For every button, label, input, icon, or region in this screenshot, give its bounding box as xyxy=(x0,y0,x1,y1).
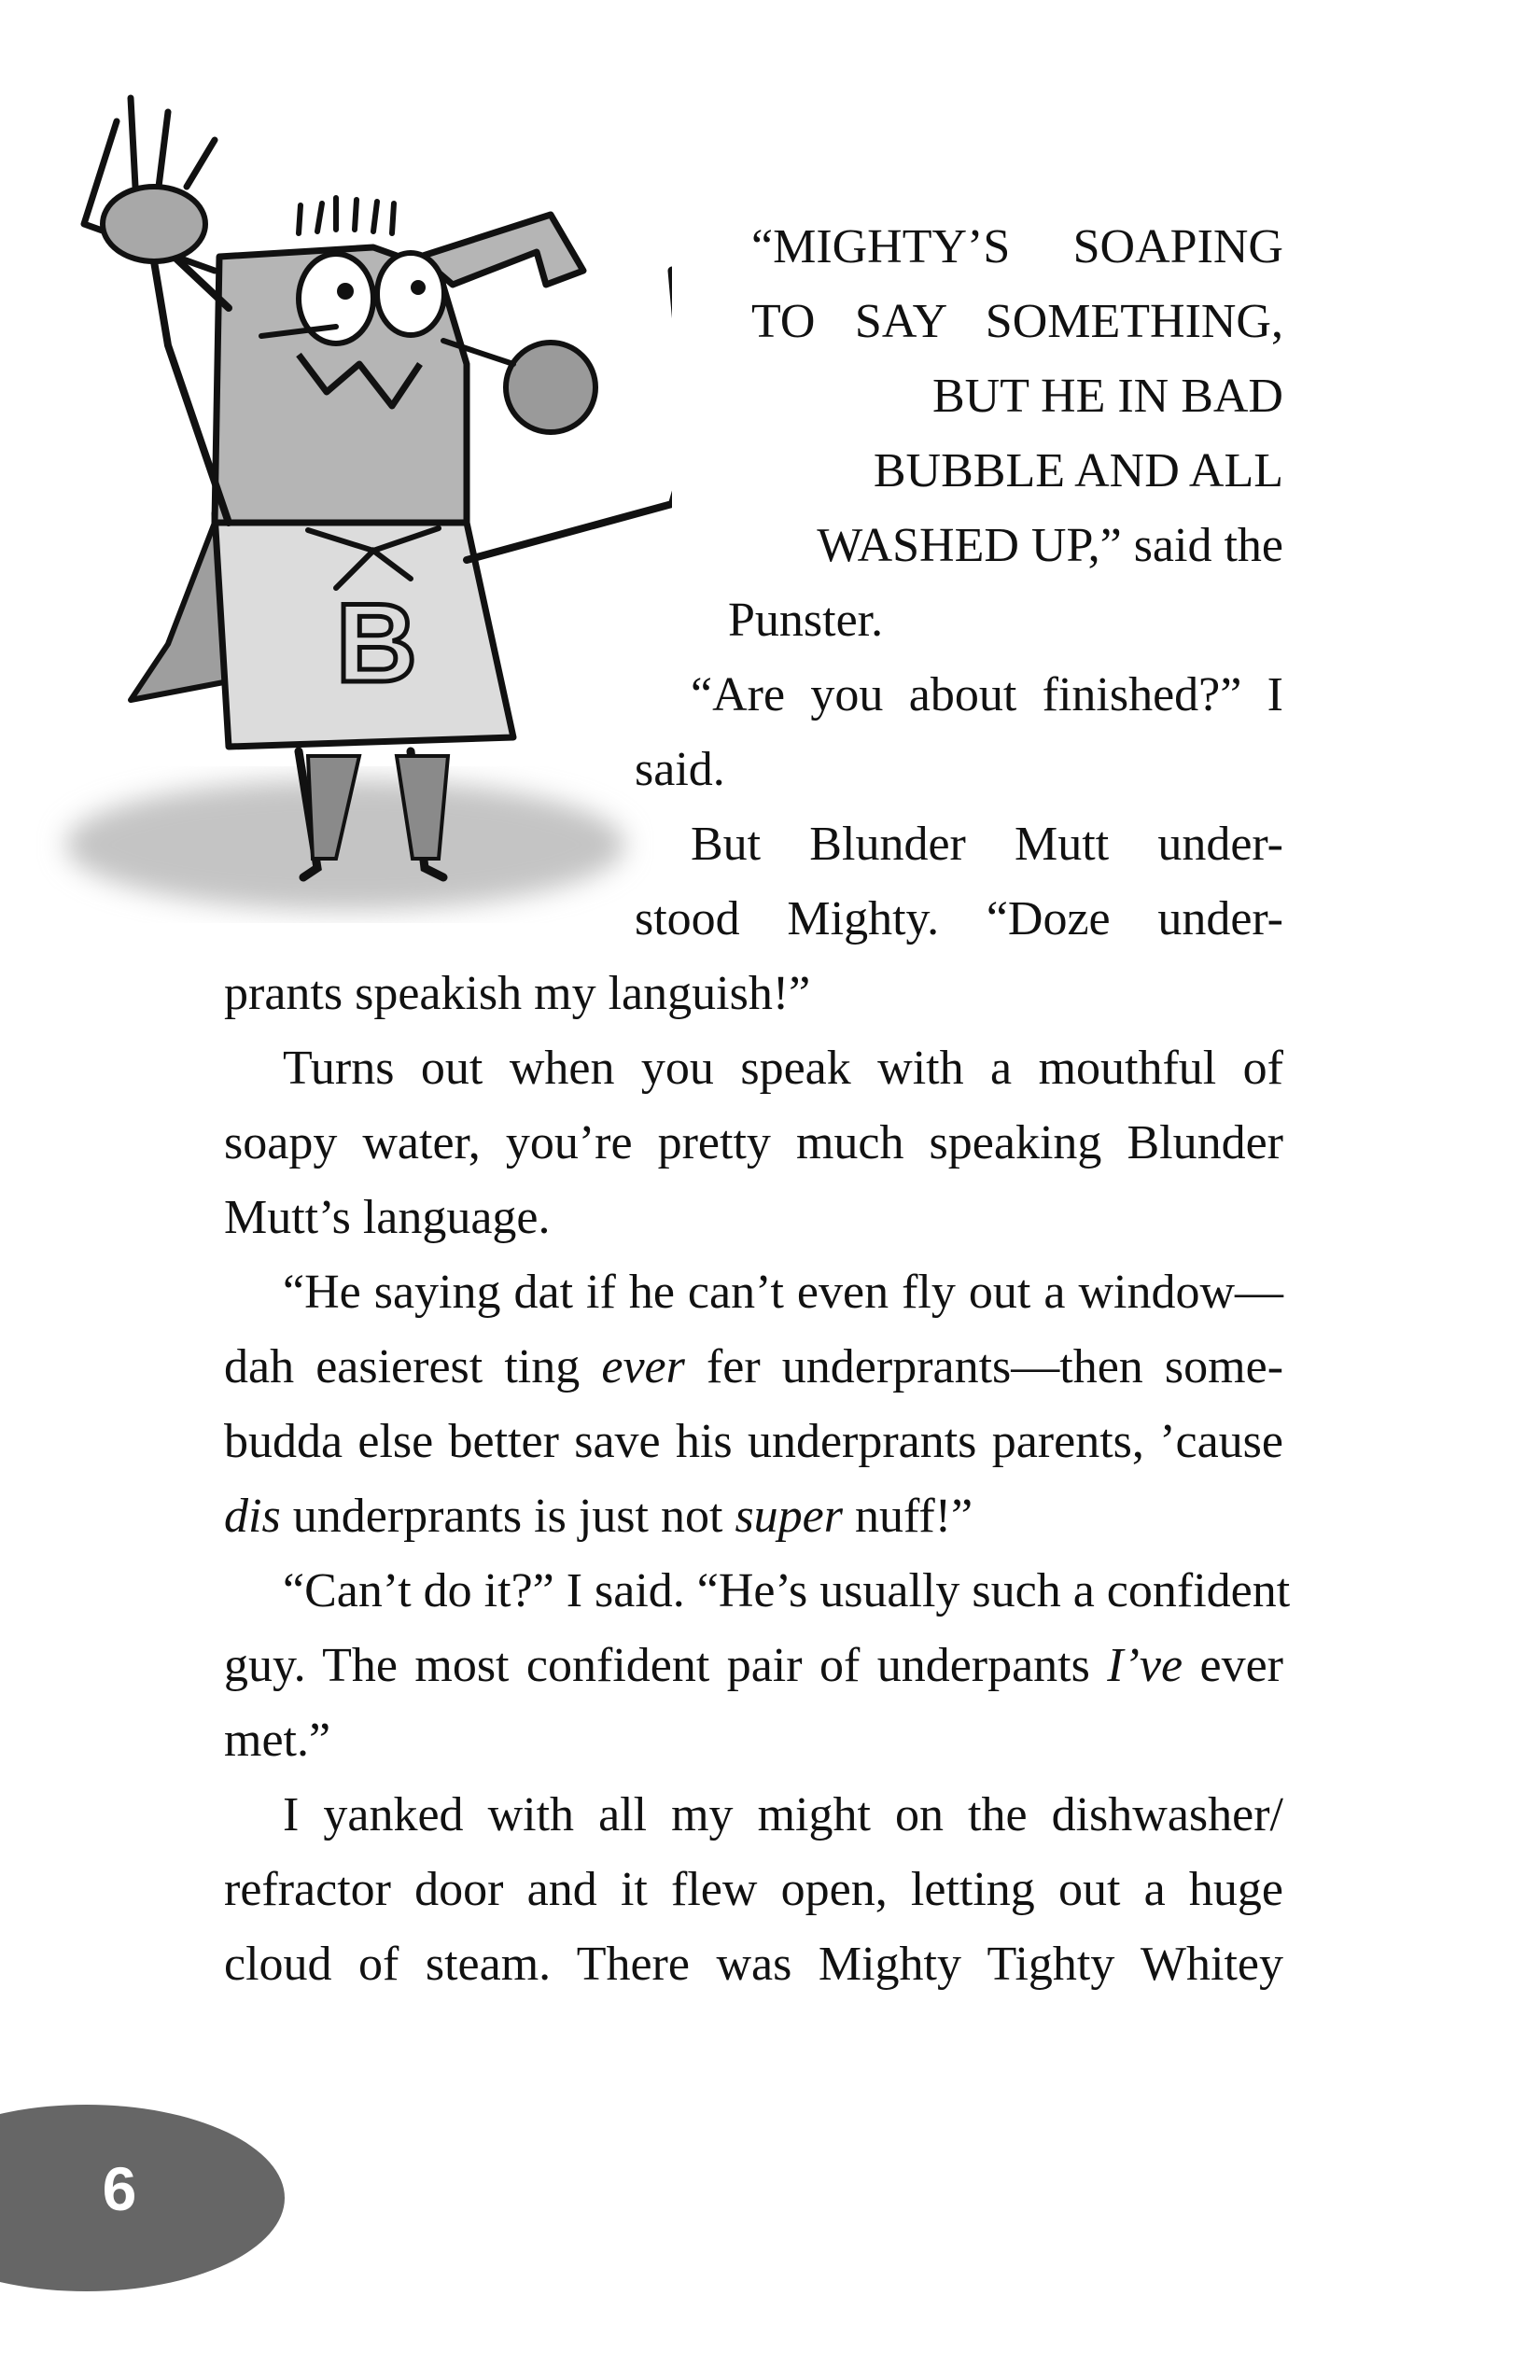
text-line xyxy=(224,1181,551,1255)
text-line xyxy=(224,1927,1283,2002)
text-segment: BUT HE IN BAD xyxy=(931,370,1283,423)
text-line xyxy=(751,509,1283,583)
text-line xyxy=(224,1330,1283,1405)
italic-text: dis xyxy=(224,1490,281,1543)
text-line xyxy=(224,1106,1283,1181)
text-line xyxy=(224,1629,1283,1703)
text-line xyxy=(751,434,1283,509)
text-line xyxy=(635,733,725,807)
text-segment: stood Mighty. “Doze under- xyxy=(635,892,1283,945)
text-segment: “Are you about finished?” I xyxy=(691,668,1283,721)
text-segment: said. xyxy=(635,743,725,796)
text-line xyxy=(635,882,1283,957)
text-line xyxy=(283,1778,1283,1853)
text-line xyxy=(751,285,1283,359)
nose-bubble xyxy=(506,343,595,432)
text-line xyxy=(751,210,1283,285)
text-segment: budda else better save his underprants parents, ’cause xyxy=(224,1415,1283,1468)
right-arm xyxy=(467,439,672,560)
italic-text: super xyxy=(735,1490,843,1543)
text-segment: refractor door and it flew open, letting out a huge xyxy=(224,1863,1283,1916)
text-segment: guy. The most confident pair of underpants xyxy=(224,1639,1108,1692)
text-line xyxy=(691,807,1283,882)
text-segment: dah easierest ting xyxy=(224,1340,602,1393)
text-segment: fer underprants—then some- xyxy=(684,1340,1284,1393)
text-segment: Mutt’s language. xyxy=(224,1191,551,1244)
text-segment: Turns out when you speak with a mouthful of xyxy=(283,1042,1283,1095)
text-segment: BUBBLE AND ALL xyxy=(873,444,1283,497)
text-segment: Punster. xyxy=(728,594,884,647)
text-line xyxy=(224,1405,1283,1479)
text-line xyxy=(728,583,883,658)
text-line xyxy=(691,658,1283,733)
text-segment: ever xyxy=(1183,1639,1283,1692)
text-segment: “Can’t do it?” I said. “He’s usually such a confident xyxy=(283,1564,1291,1617)
text-segment: cloud of steam. There was Mighty Tighty Whitey xyxy=(224,1938,1283,1991)
text-segment: But Blunder Mutt under- xyxy=(691,818,1283,871)
text-segment: I yanked with all my might on the dishwasher/ xyxy=(283,1788,1283,1841)
text-line xyxy=(224,957,810,1031)
text-line xyxy=(224,1853,1283,1927)
text-segment: WASHED UP,” said the xyxy=(817,519,1283,572)
text-line xyxy=(283,1554,1291,1629)
text-segment: “He saying dat if he can’t even fly out a window— xyxy=(283,1266,1283,1319)
text-line xyxy=(283,1255,1283,1330)
text-segment: nuff!” xyxy=(843,1490,973,1543)
chest-letter: B xyxy=(336,581,417,706)
hair-tufts xyxy=(299,198,394,233)
italic-text: I’ve xyxy=(1107,1639,1183,1692)
left-pupil xyxy=(337,283,354,300)
text-segment: met.” xyxy=(224,1714,331,1767)
text-line xyxy=(283,1031,1283,1106)
text-segment: prants speakish my languish!” xyxy=(224,967,811,1020)
page-number: 6 xyxy=(102,2154,137,2223)
text-segment: soapy water, you’re pretty much speaking Blunder xyxy=(224,1116,1283,1169)
right-pupil xyxy=(411,280,426,295)
text-segment: TO SAY SOMETHING, xyxy=(751,295,1283,348)
text-segment: underprants is just not xyxy=(280,1490,735,1543)
text-segment: “MIGHTY’S SOAPING xyxy=(751,220,1283,273)
right-eye xyxy=(377,253,444,335)
italic-text: ever xyxy=(601,1340,685,1393)
text-line xyxy=(224,1703,330,1778)
left-palm xyxy=(103,187,205,261)
right-ear xyxy=(420,215,583,285)
text-line xyxy=(751,359,1283,434)
superhero-mutt-illustration xyxy=(28,84,672,961)
text-line xyxy=(224,1479,973,1554)
